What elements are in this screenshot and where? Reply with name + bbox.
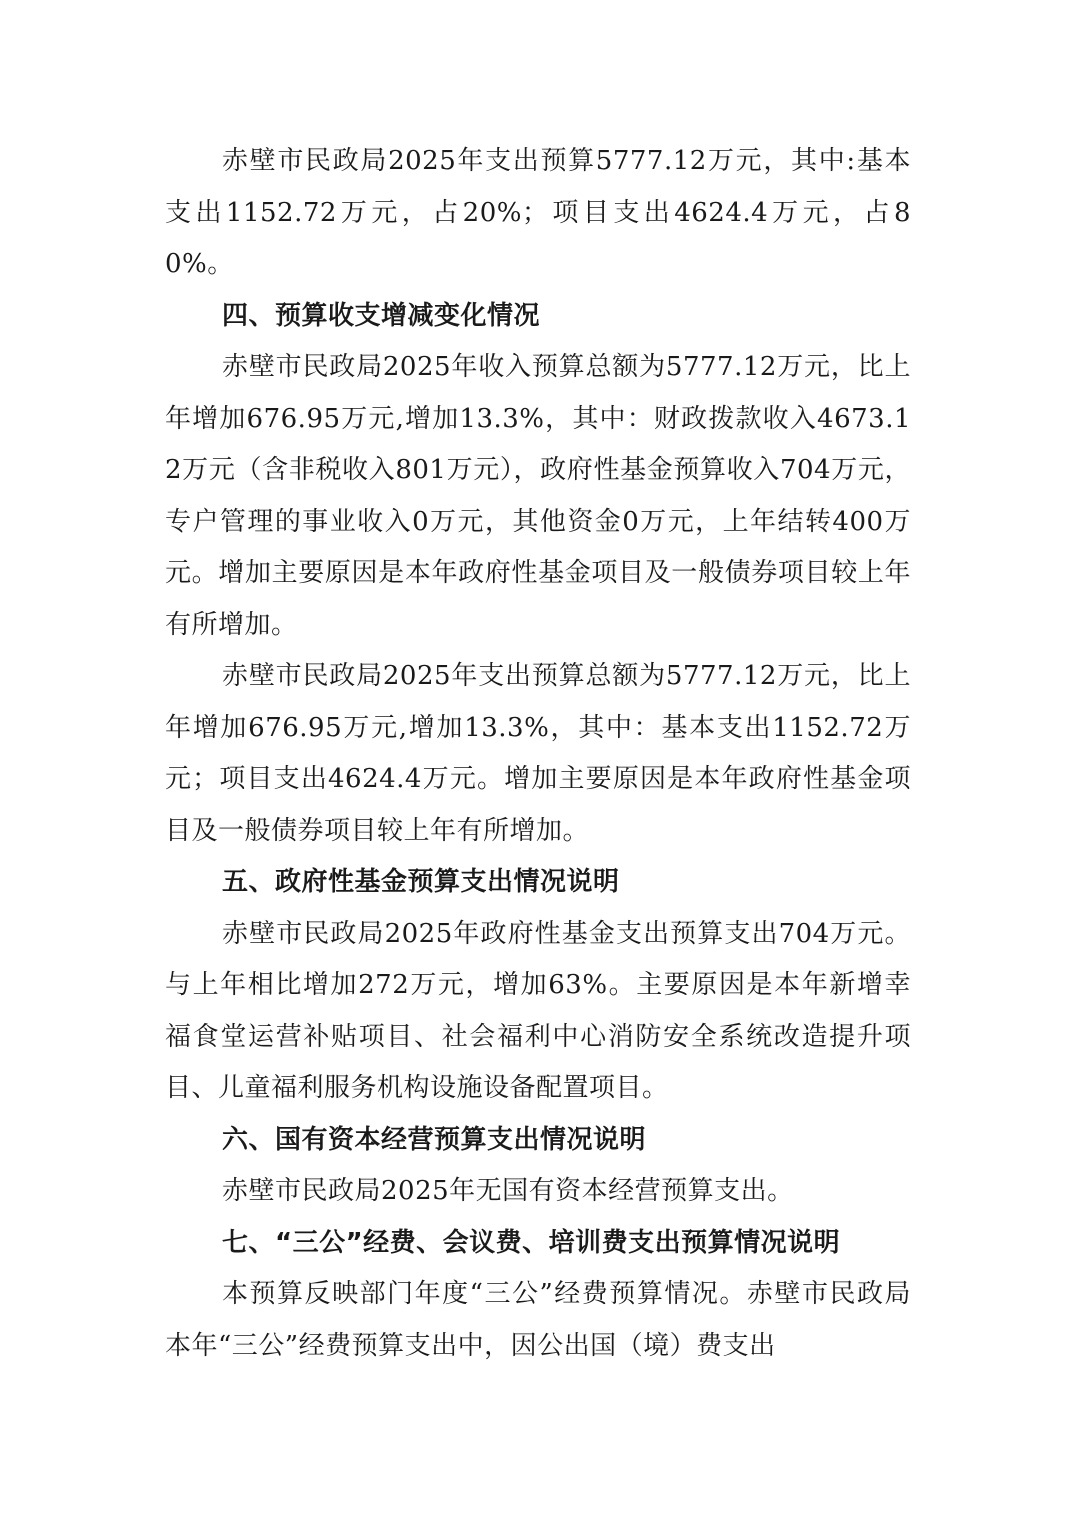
section-heading-5: 五、政府性基金预算支出情况说明 (222, 867, 620, 897)
document-body (165, 136, 911, 1372)
section-heading-6: 六、国有资本经营预算支出情况说明 (222, 1124, 647, 1155)
section-heading-7: 七、“三公”经费、会议费、培训费支出预算情况说明 (222, 1227, 841, 1258)
paragraph-government-fund: 赤壁市民政局2025年政府性基金支出预算支出704万元。与上年相比增加272万元，增加63%。主要原因是本年新增幸福食堂运营补贴项目、社会福利中心消防安全系统改造提升项目、儿童福利服务机构设施设备配置项目。 (165, 918, 911, 1103)
section-heading-4: 四、预算收支增减变化情况 (222, 300, 541, 331)
paragraph-income-change: 赤壁市民政局2025年收入预算总额为5777.12万元，比上年增加676.95万元,增加13.3%，其中：财政拨款收入4673.12万元（含非税收入801万元），政府性基金预算收入704万元，专户管理的事业收入0万元，其他资金0万元，上年结转400万元。增加主要原因是本年政府性基金项目及一般债券项目较上年有所增加。 (165, 352, 911, 640)
paragraph-three-public-expenses: 本预算反映部门年度“三公”经费预算情况。赤壁市民政局本年“三公”经费预算支出中，因公出国（境）费支出 (165, 1279, 911, 1361)
paragraph-expenditure-intro: 赤壁市民政局2025年支出预算5777.12万元，其中:基本支出1152.72万元，占20%；项目支出4624.4万元，占80%。 (165, 146, 911, 279)
paragraph-state-capital: 赤壁市民政局2025年无国有资本经营预算支出。 (222, 1176, 794, 1206)
paragraph-expenditure-change: 赤壁市民政局2025年支出预算总额为5777.12万元，比上年增加676.95万元,增加13.3%，其中：基本支出1152.72万元；项目支出4624.4万元。增加主要原因是本年政府性基金项目及一般债券项目较上年有所增加。 (165, 661, 911, 846)
